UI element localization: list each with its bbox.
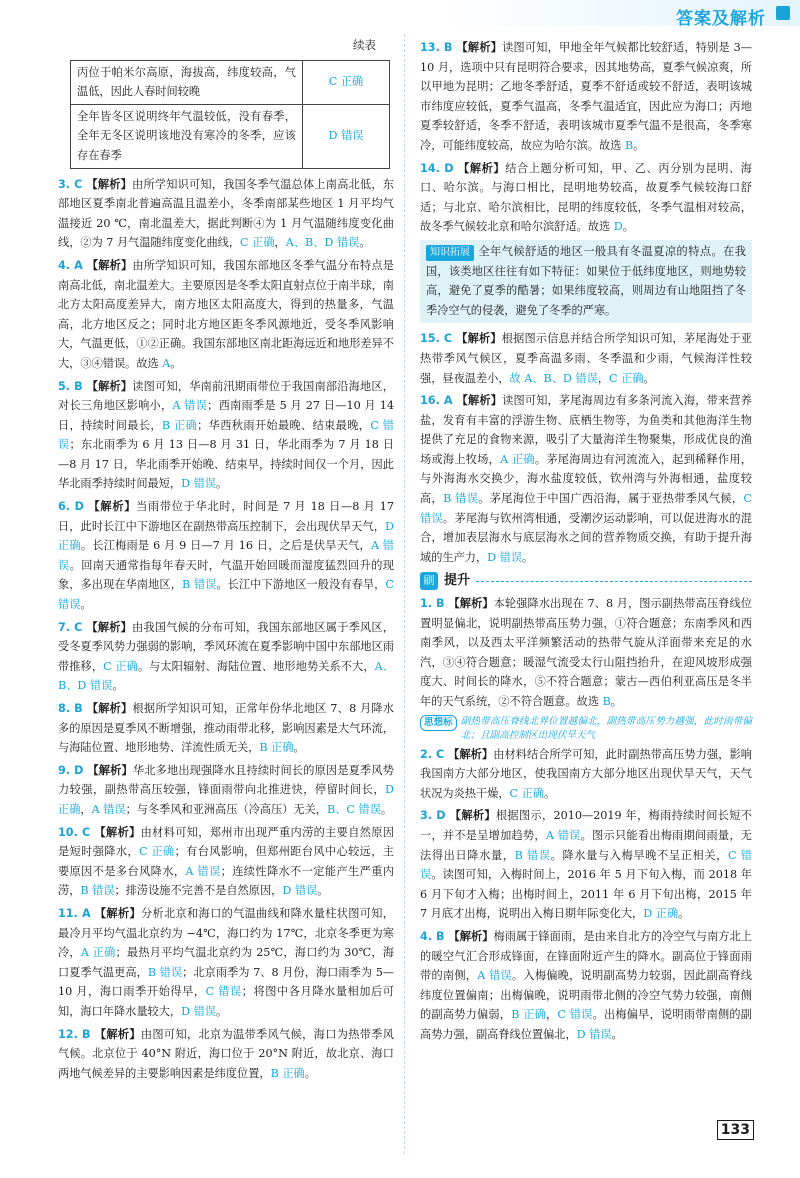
answer-text: 读图可知，茅尾海周边有多条河流入海，带来营养盐，发育有丰富的浮游生物、底栖生物等，为鱼类和其他海洋生物提供了充足的食物来源，吸引了大量海洋生物聚集，形成优良的渔场或海上牧场，: [420, 394, 752, 466]
question-number: 4. B: [420, 929, 449, 943]
page-number: 133: [717, 1120, 754, 1140]
analysis-tag: 【解析】: [448, 928, 494, 943]
answer-verdict: B 错误: [80, 884, 115, 898]
continued-label: 续表: [353, 38, 376, 52]
answer-text: 。: [678, 907, 690, 921]
answer-text: ；华西秋雨开始最晚、结束最晚，: [197, 418, 371, 432]
answer-text: 根据图示信息并结合所学知识可知，茅尾海处于亚热带季风气候区，夏季高温多雨、冬季温和少雨，气候海洋性较强，昼夜温差小，: [420, 332, 752, 385]
question-number: 3. D: [420, 809, 450, 823]
right-column: [420, 38, 752, 1048]
answer-text: 结合上题分析可知，甲、乙、丙分别为昆明、海口、哈尔滨。与海口相比，昆明地势较高，故夏季气候较海口舒适；与北京、哈尔滨相比，昆明的纬度较低，冬季气温相对较高，故冬季气候较北京和哈尔滨舒适。故选: [420, 161, 752, 234]
answer-item: [58, 823, 394, 901]
answer-text: ；最热月平均气温北京约为 25℃，海口约为 30℃，海口夏季气温更高，: [58, 946, 394, 979]
answer-verdict: A 错误: [172, 399, 208, 413]
table-row: [71, 104, 390, 168]
answer-text: 由我国气候的分布可知，我国东部地区属于季风区，受冬夏季风势力强弱的影响，季风环流在夏季影响中国中东部地区雨带推移，: [58, 620, 394, 673]
answer-verdict: C 正确: [103, 659, 138, 673]
answer-verdict: B 正确: [259, 741, 294, 755]
answer-verdict: A 正确: [80, 946, 116, 960]
answer-verdict: C 错误: [557, 1008, 593, 1022]
answer-verdict: A 错误: [91, 802, 126, 816]
answer-text: 由所学知识可知，我国东部地区冬季气温分布特点是南高北低，南北温差大。主要原因是冬季太阳直射点位于南半球，南北方太阳高度差异大，南方地区太阳高度大，得到的热量多，气温高，北方地区反之；同时北方地区距冬季风源地近，受冬季风影响大，气温更低，①②正确。我国东部地区南北距海远近和地形差异不大，③④错误。故选: [58, 258, 394, 370]
answer-verdict: B: [624, 138, 634, 152]
answer-text: ；西南雨季是 5 月 27 日—10 月 14 日，持续时间最长，: [58, 399, 394, 432]
continued-table: [70, 60, 390, 169]
answer-text: 。: [610, 695, 622, 708]
analysis-tag: 【解析】: [87, 762, 133, 777]
answer-text: 。: [215, 477, 228, 491]
answer-text: 。: [611, 1027, 623, 1041]
answer-text: ；排涝设施不完善不是自然原因，: [114, 884, 283, 898]
answer-verdict: D 错误: [576, 1027, 612, 1041]
question-number: 10. C: [58, 825, 95, 839]
answer-text: 。: [80, 598, 92, 612]
question-number: 6. D: [58, 500, 89, 514]
answer-text: 。: [380, 802, 393, 816]
analysis-tag: 【解析】: [94, 1026, 141, 1041]
answer-item: [58, 1025, 394, 1084]
answer-text: 。与太阳辐射、海陆位置、地形地势关系不大，: [137, 659, 375, 673]
answer-item: [58, 618, 394, 696]
answer-item: [420, 927, 752, 1045]
analysis-tag: 【解析】: [449, 808, 496, 823]
answer-verdict: A 错误: [545, 828, 581, 842]
question-number: 3. C: [58, 177, 87, 191]
answer-text: 读图可知，华南前汛期雨带位于我国南部沿海地区，对长三角地区影响小，: [58, 379, 394, 413]
section-header: [420, 571, 752, 591]
answer-text: 。长江中下游地区一般没有春旱，: [216, 578, 386, 592]
think-note: [420, 715, 752, 743]
answer-text: 根据图示，2010—2019 年，梅雨持续时间长短不一，并不是呈增加趋势，: [420, 809, 752, 842]
answer-text: 。茅尾海位于中国广西沿海，属于亚热带季风气候，: [478, 492, 744, 506]
answer-verdict: A、B、D 错误: [58, 659, 394, 693]
answer-text: ，: [597, 371, 610, 385]
answer-verdict: C 正确: [240, 236, 275, 250]
right-answers-c: [420, 594, 752, 1044]
answer-text: 。: [643, 371, 655, 385]
answer-text: 由所学知识可知，我国冬季气温总体上南高北低，东部地区夏季南北普遍高温且温差小，冬季南部某些地区 1 月平均气温接近 20 ℃，南北温差大，据此判断④为 1 月气温随纬度变化曲线，②为 7 月气温随纬度变化曲线，: [58, 177, 394, 250]
answer-text: ；连续性降水不一定能产生严重内涝，: [58, 864, 394, 898]
analysis-tag: 【解析】: [88, 499, 137, 514]
running-header-title: 答案及解析: [676, 9, 766, 29]
answer-item: [420, 329, 752, 388]
answer-text: ，: [546, 1008, 558, 1022]
answer-verdict: B 错误: [181, 578, 217, 592]
right-answers-b: [420, 329, 752, 567]
answer-item: [420, 391, 752, 567]
question-number: 9. D: [58, 763, 88, 777]
answer-verdict: A 错误: [58, 539, 394, 572]
answer-text: 根据所学知识可知，正常年份华北地区 7、8 月降水多的原因是夏季风不断增强，推动雨带北移，影响因素是大气环流，与海陆位置、地形地势、洋流性质无关，: [58, 702, 394, 755]
answer-text: 。: [359, 236, 371, 250]
analysis-tag: 【解析】: [86, 378, 133, 393]
question-number: 5. B: [58, 379, 87, 393]
answer-text: 。出梅偏早，说明雨带南侧的副高势力强，副高脊线位置偏北，: [420, 1008, 752, 1041]
answer-text: ；有台风影响，但郑州距台风中心较远，主要原因不是多台风降水，: [58, 845, 394, 878]
answer-verdict: D 正确: [58, 519, 394, 553]
answer-item: [58, 377, 394, 495]
analysis-tag: 【解析】: [86, 257, 133, 272]
answer-item: [58, 761, 394, 820]
answer-text: 。: [304, 1066, 316, 1080]
question-number: 13. B: [420, 41, 457, 54]
answer-verdict: D 正确: [643, 907, 679, 921]
analysis-tag: 【解析】: [94, 905, 141, 920]
answer-verdict: B 错误: [147, 965, 183, 979]
question-number: 14. D: [420, 161, 459, 175]
answer-text: ，: [80, 802, 92, 816]
answer-verdict: 故 A、B、D 错误: [509, 371, 598, 385]
answer-item: [420, 594, 752, 712]
answer-verdict: C 错误: [420, 848, 752, 882]
section-brush-icon: 刷: [420, 572, 438, 590]
answer-item: [420, 806, 752, 924]
question-number: 2. C: [420, 747, 449, 761]
answer-text: 华北多地出现强降水且持续时间长的原因是夏季风势力较强，副热带高压较强，锋面雨带向北推进快，停留时间长，: [58, 763, 394, 797]
answer-verdict: C 错误: [420, 492, 752, 525]
question-number: 7. C: [58, 620, 87, 634]
answer-text: 梅雨属于锋面雨，是由来自北方的冷空气与南方北上的暖空气汇合形成锋面，在锋面附近产生的降水。副高位于锋面雨带的南侧，: [420, 929, 752, 983]
answer-verdict: A、B、D 错误: [285, 236, 360, 250]
column-divider: [404, 34, 405, 1154]
answer-verdict: B: [602, 695, 611, 708]
answer-verdict: D: [613, 220, 623, 234]
question-number: 4. A: [58, 258, 87, 272]
answer-item: [58, 175, 394, 253]
answer-item: [420, 38, 752, 156]
knowledge-text: 全年气候舒适的地区一般具有冬温夏凉的特点。在我国，该类地区往往有如下特征：如果位于低纬度地区，则地势较高，避免了夏季的酷暑；如果纬度较高，则周边有山地阻挡了冬季冷空气的侵袭，避免了冬季的严寒。: [426, 244, 746, 317]
answer-verdict: D 错误: [181, 477, 216, 491]
answer-item: [58, 256, 394, 374]
answer-text: 。: [215, 1004, 228, 1018]
left-answers: [58, 175, 394, 1084]
answer-text: 。回南天通常指每年春天时，气温开始回暖而湿度猛烈回升的现象，多出现在华南地区，: [58, 558, 394, 592]
analysis-tag: 【解析】: [448, 596, 494, 611]
answer-text: 本轮强降水出现在 7、8 月，图示副热带高压脊线位置明显偏北，说明副热带高压势力强，①符合题意；东南季风和西南季风，以及西太平洋频繁活动的热带气旋从洋面带来充足的水汽，③④符合题意；暖湿气流受太行山阻挡抬升，在迎风坡形成强度大、时间长的降水，⑤不符合题意；蒙古—西伯利亚高压是冬半年的天气系统，②不符合题意。故选: [420, 597, 752, 708]
answer-verdict: C 错误: [205, 985, 242, 999]
analysis-tag: 【解析】: [456, 331, 502, 346]
answer-text: 由图可知，北京为温带季风气候，海口为热带季风气候。北京位于 40°N 附近，海口位于 20°N 附近，故北京、海口两地气候差异的主要影响因素是纬度位置，: [58, 1027, 394, 1080]
answer-verdict: C 正确: [509, 786, 545, 800]
question-number: 11. A: [58, 906, 95, 920]
answer-verdict: B 正确: [161, 418, 198, 432]
answer-text: 读图可知，甲地全年气候都比较舒适，特别是 3—10 月，选项中只有昆明符合要求，因其地势高，夏季气候凉爽，所以甲地为昆明；乙地冬季舒适，夏季不舒适或较不舒适，表明该城市纬度应较低，夏季气温高，冬季气温适宜，因此应为海口；丙地夏季较舒适，冬季不舒适，表明该城市夏季气温不是很高，冬季寒冷，可能纬度较高，故应为哈尔滨。故选: [420, 41, 752, 152]
question-number: 1. B: [420, 597, 449, 611]
analysis-tag: 【解析】: [86, 619, 133, 634]
answer-text: 。茅尾海周边有河流流入，起到稀释作用，与外海海水交换少，海水盐度较低，钦州湾与外海相通，盐度较高，: [420, 452, 752, 506]
answer-text: 当雨带位于华北时，时间是 7 月 18 日—8 月 17 日，此时长江中下游地区在副热带高压控制下，会出现伏旱天气，: [58, 500, 394, 533]
analysis-tag: 【解析】: [448, 746, 494, 761]
answer-verdict: A 正确: [500, 452, 535, 466]
answer-verdict: B 正确: [511, 1008, 547, 1022]
answer-text: 由材料可知，郑州市出现严重内涝的主要自然原因是短时强降水，: [58, 825, 394, 859]
answer-text: ；将图中各月降水量相加后可知，海口年降水量较大，: [58, 985, 394, 1018]
analysis-tag: 【解析】: [86, 176, 133, 191]
answer-text: 。: [633, 138, 645, 152]
answer-verdict: D 错误: [282, 884, 318, 898]
answer-verdict: D 错误: [181, 1004, 216, 1018]
table-cell-result: D 错误: [303, 104, 390, 168]
answer-verdict: A 错误: [185, 864, 221, 878]
answer-text: 。: [170, 356, 182, 370]
table-cell-text: 丙位于帕米尔高原，海拔高，纬度较高，气温低，因此人春时间较晚: [71, 60, 303, 104]
knowledge-label: 知识拓展: [426, 245, 474, 261]
question-number: 8. B: [58, 702, 87, 715]
answer-verdict: D 正确: [58, 783, 394, 816]
table-cell-result: C 正确: [303, 60, 390, 104]
answer-text: 。: [317, 884, 329, 898]
section-title: 提升: [444, 573, 471, 589]
question-number: 15. C: [420, 332, 457, 346]
answer-text: 。: [544, 786, 556, 800]
analysis-tag: 【解析】: [456, 40, 503, 54]
answer-item: [420, 159, 752, 237]
answer-text: 分析北京和海口的气温曲线和降水量柱状图可知，最冷月平均气温北京约为 −4℃，海口约为 17℃，北京冬季更为寒冷，: [58, 906, 394, 960]
answer-text: 。: [112, 679, 124, 693]
analysis-tag: 【解析】: [94, 824, 141, 839]
answer-text: 。: [522, 550, 534, 564]
answer-verdict: B 正确: [270, 1066, 305, 1080]
left-column: [58, 38, 394, 1086]
think-note-label: 思想标: [420, 715, 457, 731]
answer-verdict: A: [162, 356, 171, 370]
answer-verdict: B 错误: [514, 848, 551, 862]
answer-verdict: B 错误: [443, 492, 479, 506]
answer-text: 。读图可知，入梅时间上，2016 年 5 月下旬入梅，而 2018 年 6 月下旬才入梅；出梅时间上，2011 年 6 月下旬出梅，2015 年 7 月底才出梅，说明出入梅日期年际变化大，: [420, 868, 752, 921]
answer-verdict: B、C 错误: [327, 802, 381, 816]
answer-verdict: D 错误: [487, 550, 523, 564]
analysis-tag: 【解析】: [458, 160, 506, 175]
answer-verdict: C 错误: [58, 418, 394, 452]
answer-verdict: C 错误: [58, 578, 394, 612]
analysis-tag: 【解析】: [456, 393, 503, 408]
question-number: 16. A: [420, 394, 457, 408]
answer-text: ；与冬季风和亚洲高压（冷高压）无关，: [125, 802, 327, 816]
answer-item: [58, 699, 394, 758]
answer-text: 。入梅偏晚，说明副高势力较弱，因此副高脊线纬度位置偏南；出梅偏晚，说明雨带北侧的冷空气势力较强，南侧的副高势力偏弱，: [420, 969, 752, 1022]
answer-item: [420, 745, 752, 804]
answer-text: ；东北雨季为 6 月 13 日—8 月 31 日，华北雨季为 7 月 18 日—8 月 17 日，华北雨季开始晚、结束早，持续时间仅一个月，因此华北雨季持续时间最短，: [58, 438, 394, 491]
answer-item: [58, 497, 394, 615]
answer-text: 。茅尾海与钦州湾相通，受潮汐运动影响，可以促进海水的混合，增加表层海水与底层海水之间的营养物质交换，有助于提升海域的生产力，: [420, 511, 752, 564]
answer-text: 。降水量与入梅早晚不呈正相关，: [550, 848, 729, 862]
question-number: 12. B: [58, 1027, 95, 1041]
table-row: [71, 60, 390, 104]
header-mark-icon: [776, 6, 790, 20]
table-cell-text: 全年皆冬区说明终年气温较低，没有春季，全年无冬区说明该地没有寒冷的冬季，应该存在春季: [71, 104, 303, 168]
answer-text: ；北京雨季为 7、8 月份，海口雨季为 5—10 月，海口雨季开始得早，: [58, 965, 395, 999]
right-answers-a: [420, 38, 752, 237]
answer-text: ，: [274, 236, 286, 250]
section-divider: [476, 581, 752, 582]
answer-text: 。: [293, 741, 305, 755]
answer-item: [58, 904, 394, 1022]
answer-text: 。长江梅雨是 6 月 9 日—7 月 16 日，之后是伏旱天气，: [80, 539, 371, 553]
think-note-text: 副热带高压脊线北界位置越偏北，副热带高压势力越强，此时雨带偏北；且副高控制区出现伏旱天气: [460, 715, 752, 741]
answer-text: 。图示只能看出梅雨期间雨量，无法得出日降水量，: [420, 828, 752, 862]
answer-text: 由材料结合所学可知，此时副热带高压势力强，影响我国南方大部分地区，使我国南方大部分地区出现伏旱天气，天气状况为炎热干燥，: [420, 747, 752, 800]
answer-verdict: C 正确: [138, 845, 175, 859]
answer-text: 。: [622, 220, 634, 234]
analysis-tag: 【解析】: [86, 701, 133, 715]
answer-verdict: C 正确: [609, 371, 644, 385]
answer-verdict: A 错误: [477, 969, 512, 983]
knowledge-box: [420, 240, 752, 323]
